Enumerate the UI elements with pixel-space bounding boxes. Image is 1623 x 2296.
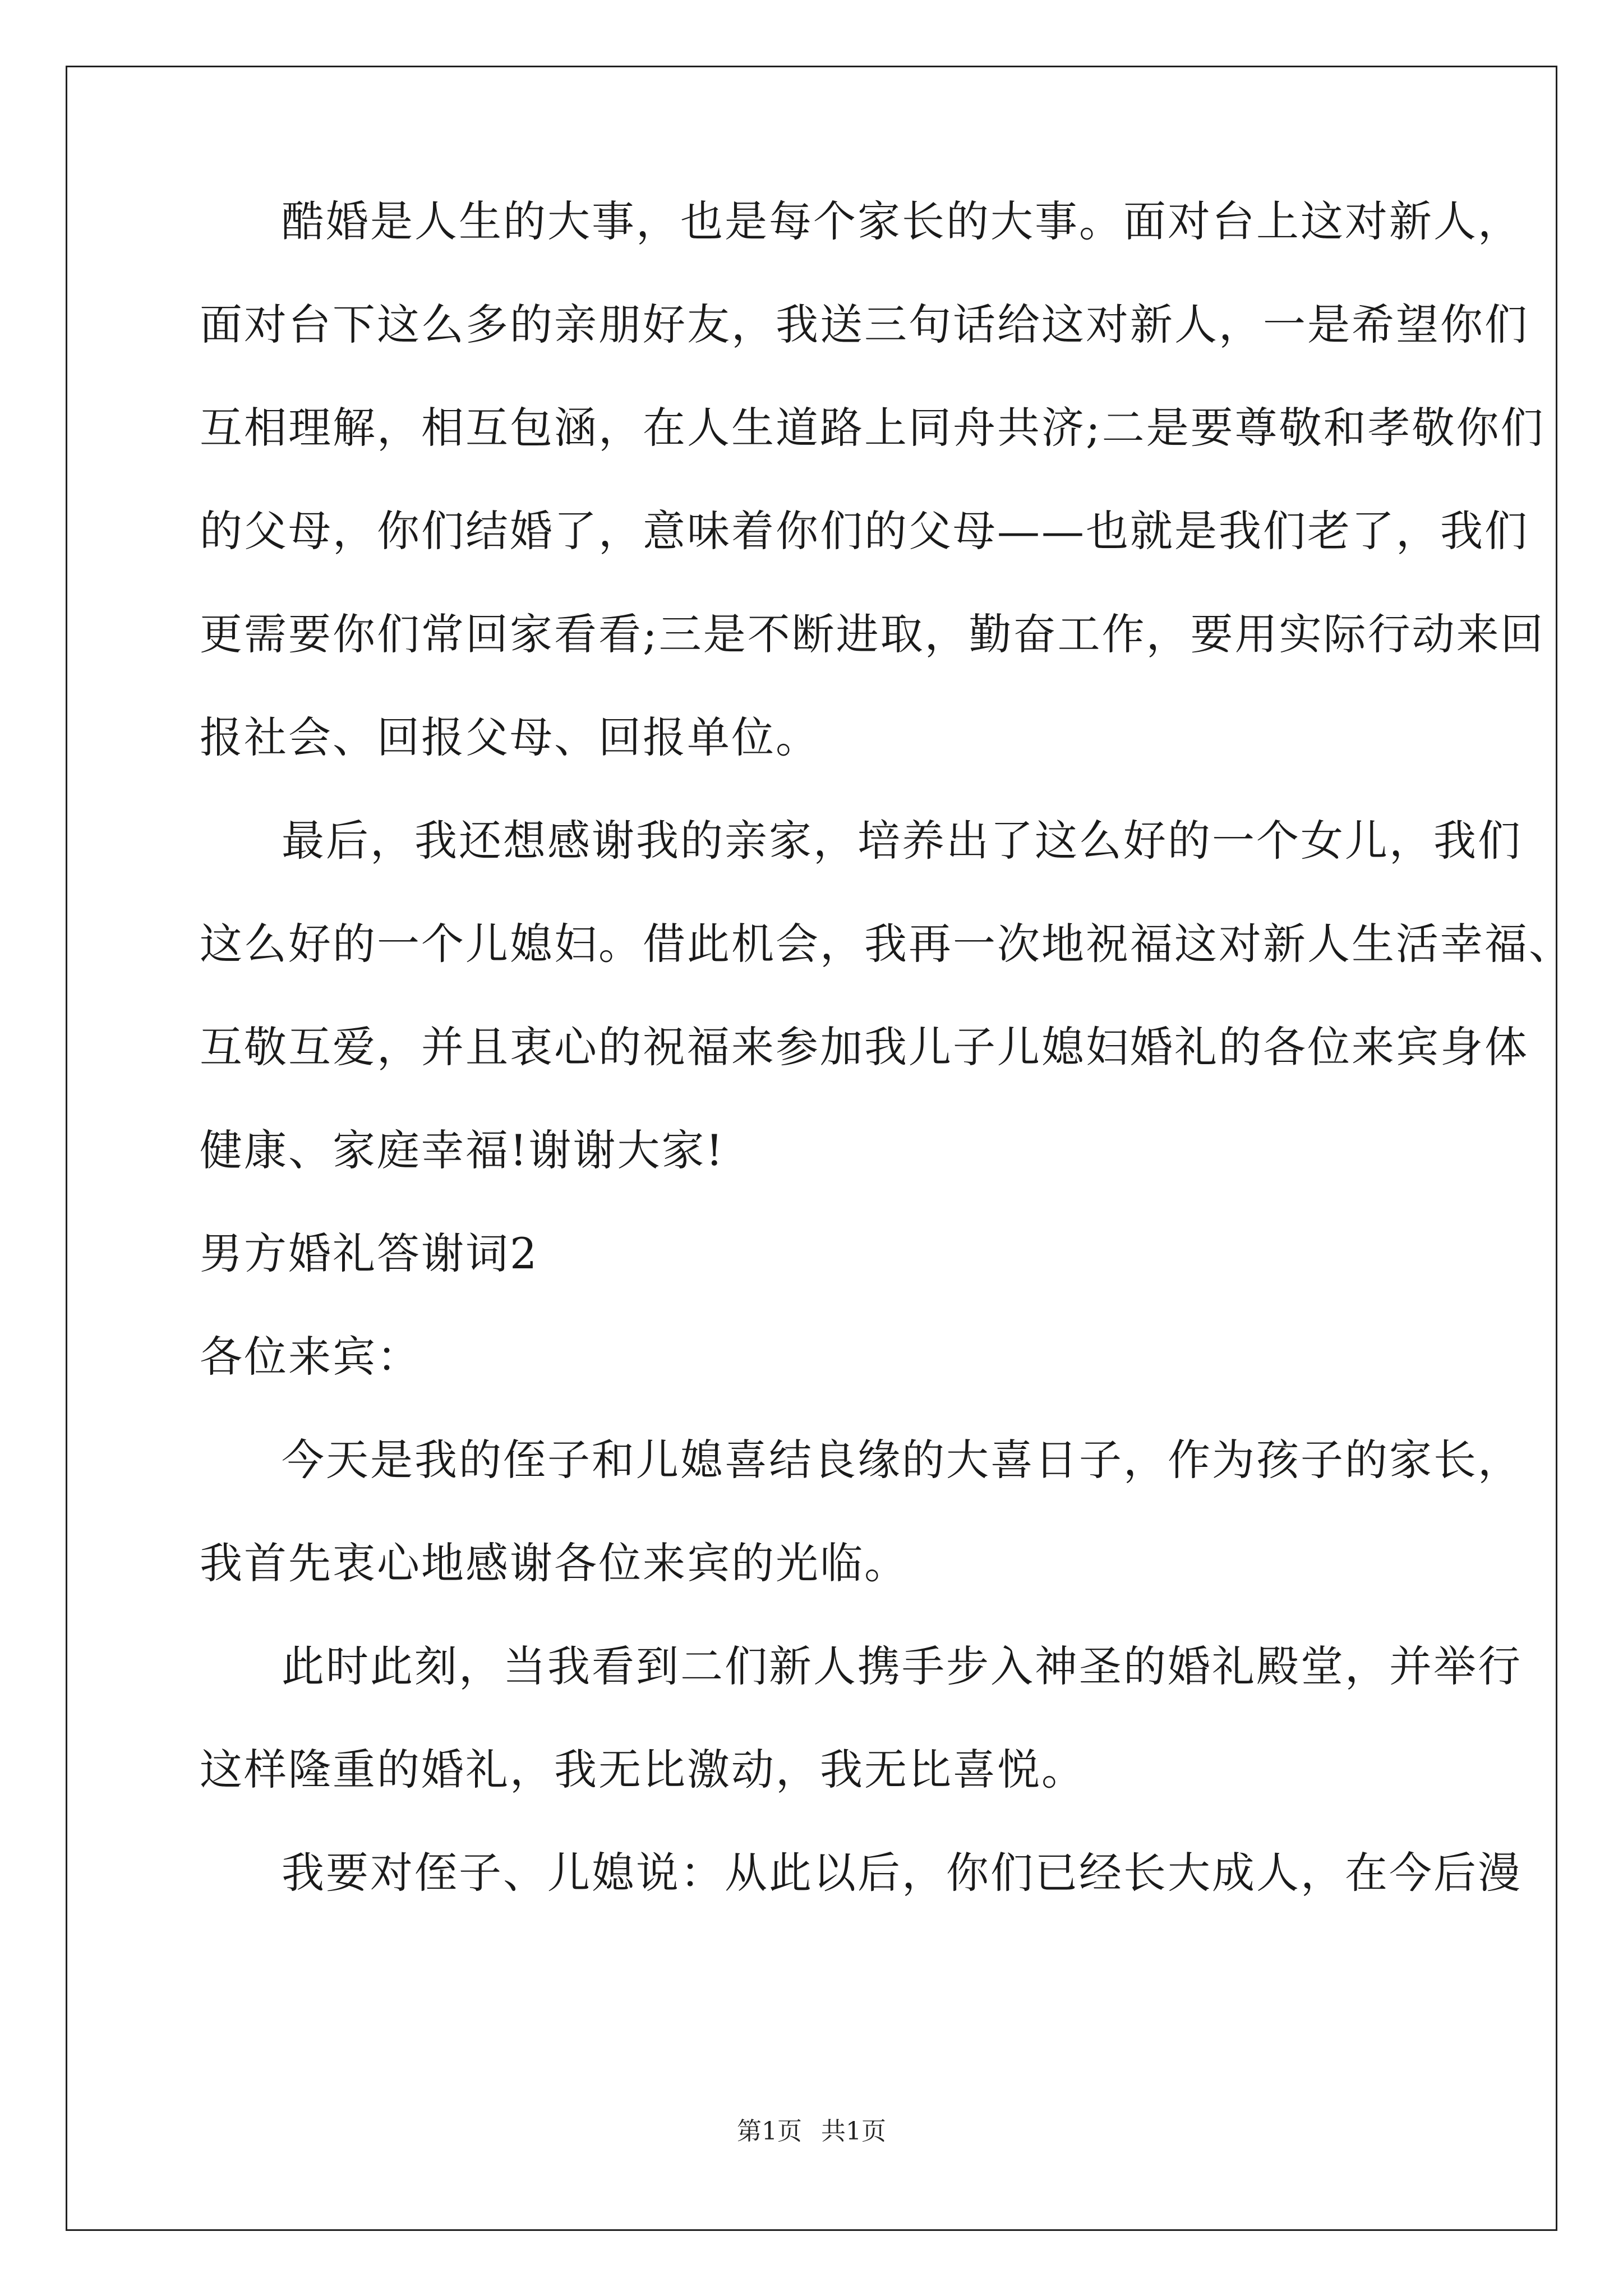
text-line: 此时此刻，当我看到二们新人携手步入神圣的婚礼殿堂，并举行 xyxy=(282,1641,1522,1691)
text-line: 这么好的一个儿媳妇。借此机会，我再一次地祝福这对新人生活幸福、 xyxy=(200,919,1573,969)
text-line: 这样隆重的婚礼，我无比激动，我无比喜悦。 xyxy=(200,1745,1086,1795)
text-line: 我要对侄子、儿媳说：从此以后，你们已经长大成人，在今后漫 xyxy=(282,1848,1522,1898)
section-heading: 男方婚礼答谢词2 xyxy=(200,1228,539,1278)
text-line: 酷婚是人生的大事，也是每个家长的大事。面对台上这对新人， xyxy=(282,196,1522,246)
text-line: 互敬互爱，并且衷心的祝福来参加我儿子儿媳妇婚礼的各位来宾身体 xyxy=(200,1022,1529,1072)
text-line: 今天是我的侄子和儿媳喜结良缘的大喜日子，作为孩子的家长， xyxy=(282,1435,1522,1485)
text-line: 更需要你们常回家看看;三是不断进取，勤奋工作，要用实际行动来回 xyxy=(200,609,1545,659)
text-line: 健康、家庭幸福!谢谢大家! xyxy=(200,1125,725,1175)
text-line: 报社会、回报父母、回报单位。 xyxy=(200,712,820,762)
text-line: 互相理解，相互包涵，在人生道路上同舟共济;二是要尊敬和孝敬你们 xyxy=(200,403,1545,453)
text-line: 我首先衷心地感谢各位来宾的光临。 xyxy=(200,1538,909,1588)
salutation: 各位来宾： xyxy=(200,1332,421,1382)
text-line: 的父母，你们结婚了，意味着你们的父母——也就是我们老了，我们 xyxy=(200,506,1529,556)
text-line: 面对台下这么多的亲朋好友，我送三句话给这对新人，一是希望你们 xyxy=(200,300,1529,349)
page-footer: 第1页 共1页 xyxy=(737,2117,886,2146)
text-line: 最后，我还想感谢我的亲家，培养出了这么好的一个女儿，我们 xyxy=(282,816,1522,866)
